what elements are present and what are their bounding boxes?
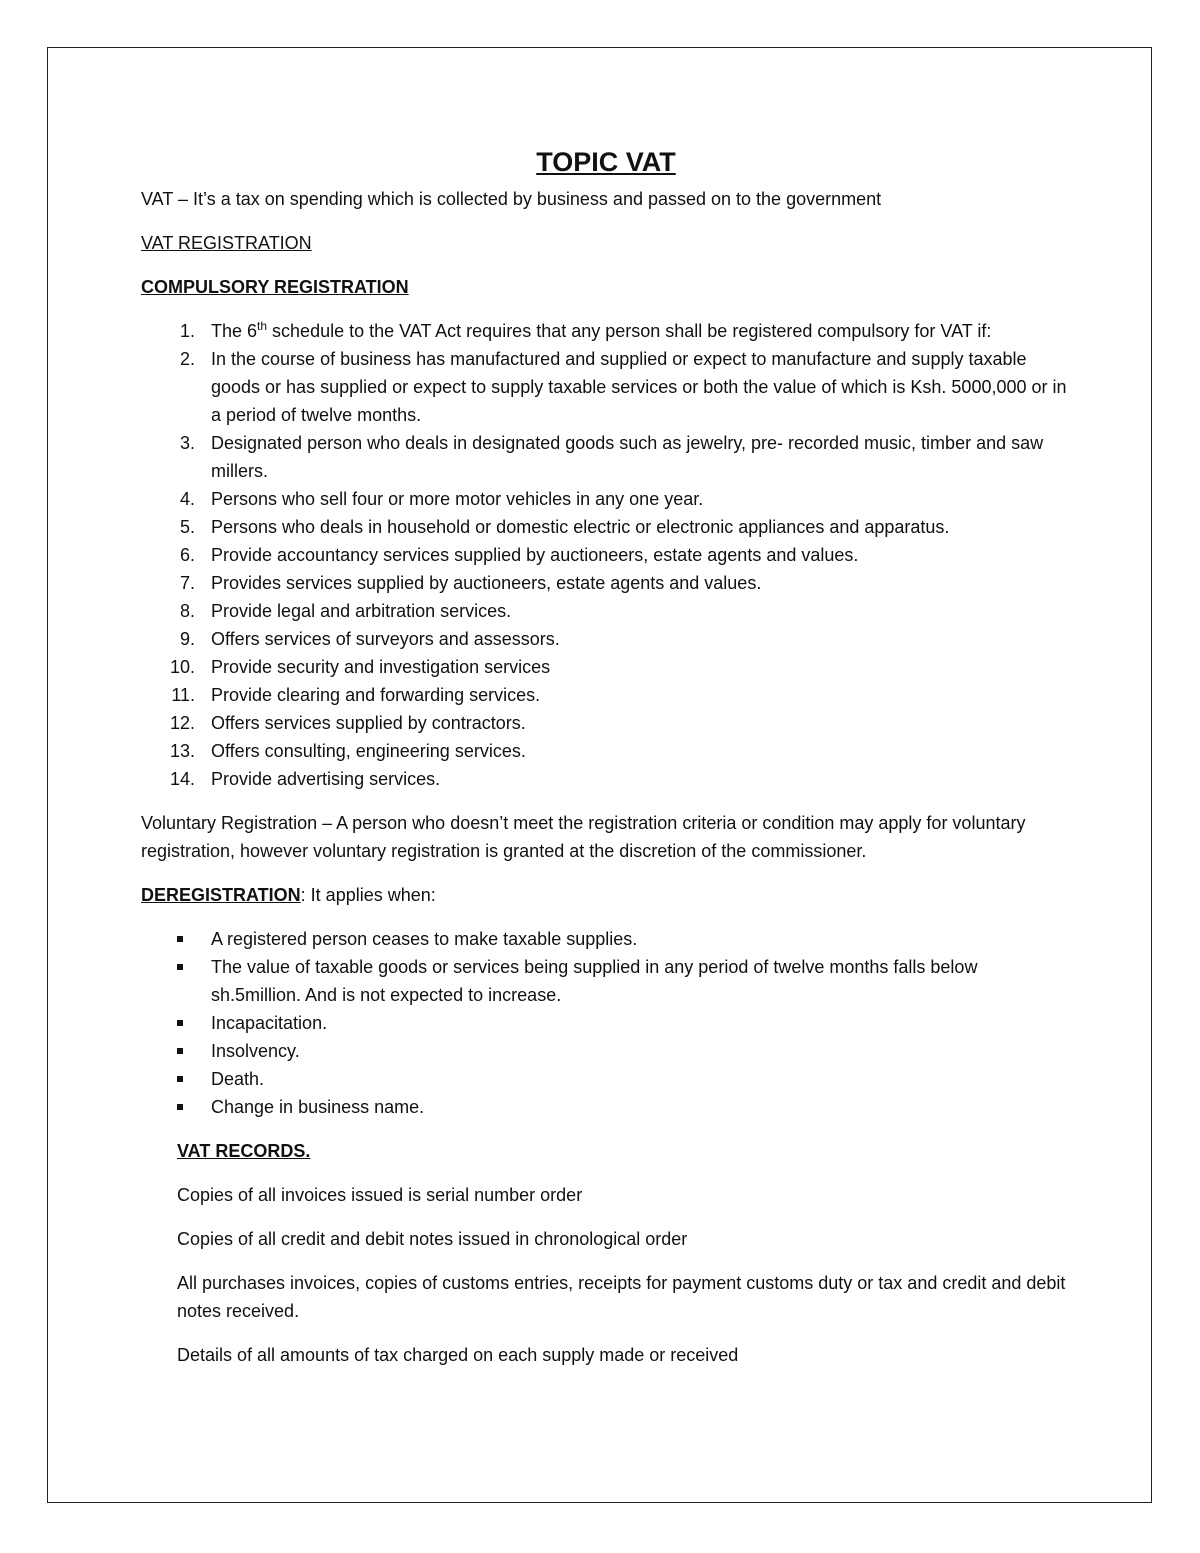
deregistration-heading: DEREGISTRATION	[141, 885, 301, 905]
list-item	[141, 569, 1071, 597]
voluntary-registration-paragraph: Voluntary Registration – A person who doesn’t meet the registration criteria or condition may apply for voluntary registration, however voluntary registration is granted at the discretion of the commissioner.	[141, 813, 1026, 861]
records-paragraph: Details of all amounts of tax charged on each supply made or received	[177, 1345, 739, 1365]
vat-records-section	[141, 1137, 1071, 1369]
list-item-text: Provide advertising services.	[211, 769, 441, 789]
list-item	[141, 597, 1071, 625]
list-item	[141, 513, 1071, 541]
document-body	[141, 143, 1071, 1385]
list-item-text: Persons who sell four or more motor vehicles in any one year.	[211, 489, 704, 509]
list-item	[141, 709, 1071, 737]
list-item-text: Offers services supplied by contractors.	[211, 713, 526, 733]
list-item-text: Designated person who deals in designated goods such as jewelry, pre- recorded music, timber and saw millers.	[211, 433, 1044, 481]
square-bullet-icon	[177, 1076, 183, 1082]
deregistration-paragraph	[141, 881, 1071, 909]
list-item	[141, 653, 1071, 681]
superscript-ordinal: th	[257, 319, 268, 333]
list-number: 6.	[179, 545, 195, 565]
bullet-item	[141, 953, 1071, 1009]
page-title: TOPIC VAT	[536, 147, 676, 177]
list-item	[141, 317, 1071, 345]
bullet-item	[141, 1065, 1071, 1093]
list-item-text: Persons who deals in household or domestic electric or electronic appliances and apparatus.	[211, 517, 950, 537]
list-number: 8.	[179, 601, 195, 621]
bullet-item	[141, 1037, 1071, 1065]
square-bullet-icon	[177, 936, 183, 942]
records-paragraph: All purchases invoices, copies of customs entries, receipts for payment customs duty or tax and credit and debit notes received.	[177, 1273, 1066, 1321]
deregistration-list	[141, 925, 1071, 1121]
records-paragraph: Copies of all credit and debit notes issued in chronological order	[177, 1229, 688, 1249]
deregistration-intro: : It applies when:	[300, 885, 436, 905]
list-item-text: Provide legal and arbitration services.	[211, 601, 512, 621]
vat-records-heading	[177, 1137, 1071, 1165]
list-item-text-start: The 6	[211, 321, 258, 341]
list-number: 7.	[179, 573, 195, 593]
list-item	[141, 429, 1071, 485]
list-item	[141, 485, 1071, 513]
list-item	[141, 541, 1071, 569]
list-number: 3.	[179, 433, 195, 453]
intro-paragraph: VAT – It’s a tax on spending which is collected by business and passed on to the government	[141, 189, 882, 209]
bullet-item-text: Insolvency.	[211, 1041, 300, 1061]
bullet-item	[141, 925, 1071, 953]
compulsory-registration-heading-text: COMPULSORY REGISTRATION	[141, 277, 409, 297]
list-item-text: In the course of business has manufactured and supplied or expect to manufacture and supply taxable goods or has supplied or expect to supply taxable services or both the value of which is Ksh. 5000,000 or in a period of twelve months.	[211, 349, 1067, 425]
list-item	[141, 625, 1071, 653]
list-number: 9.	[179, 629, 195, 649]
square-bullet-icon	[177, 1104, 183, 1110]
square-bullet-icon	[177, 1048, 183, 1054]
list-item-text-end: schedule to the VAT Act requires that any person shall be registered compulsory for VAT if:	[267, 321, 992, 341]
list-number: 13.	[169, 741, 195, 761]
vat-registration-heading	[141, 229, 1071, 257]
bullet-item-text: A registered person ceases to make taxable supplies.	[211, 929, 638, 949]
bullet-item-text: Change in business name.	[211, 1097, 425, 1117]
bullet-item	[141, 1093, 1071, 1121]
vat-registration-heading-text: VAT REGISTRATION	[141, 233, 312, 253]
bullet-item-text: Death.	[211, 1069, 265, 1089]
list-item-text: Provides services supplied by auctioneers, estate agents and values.	[211, 573, 762, 593]
bullet-item-text: Incapacitation.	[211, 1013, 328, 1033]
compulsory-registration-heading	[141, 273, 1071, 301]
list-number: 14.	[169, 769, 195, 789]
list-item-text: Offers services of surveyors and assessors.	[211, 629, 560, 649]
list-number: 11.	[171, 685, 195, 705]
list-number: 5.	[179, 517, 195, 537]
vat-records-heading-text: VAT RECORDS.	[177, 1141, 311, 1161]
list-item-text: Provide clearing and forwarding services.	[211, 685, 541, 705]
list-item	[141, 681, 1071, 709]
list-item-text: Offers consulting, engineering services.	[211, 741, 526, 761]
list-item-text: Provide security and investigation services	[211, 657, 551, 677]
list-number: 2.	[179, 349, 195, 369]
list-number: 4.	[179, 489, 195, 509]
records-paragraph: Copies of all invoices issued is serial number order	[177, 1185, 583, 1205]
list-item-text: Provide accountancy services supplied by auctioneers, estate agents and values.	[211, 545, 859, 565]
list-item	[141, 345, 1071, 429]
bullet-item-text: The value of taxable goods or services being supplied in any period of twelve months falls below sh.5million. And is not expected to increase.	[211, 957, 978, 1005]
list-number: 1.	[179, 321, 195, 341]
square-bullet-icon	[177, 1020, 183, 1026]
square-bullet-icon	[177, 964, 183, 970]
list-item	[141, 737, 1071, 765]
list-number: 12.	[169, 713, 195, 733]
list-number: 10.	[169, 657, 195, 677]
bullet-item	[141, 1009, 1071, 1037]
compulsory-registration-list	[141, 317, 1071, 793]
list-item	[141, 765, 1071, 793]
